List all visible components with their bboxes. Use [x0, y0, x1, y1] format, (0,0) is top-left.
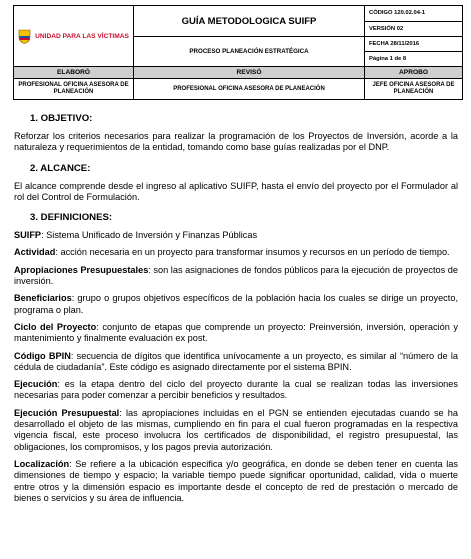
logo-text: UNIDAD PARA LAS VÍCTIMAS [35, 32, 129, 40]
definition-term: SUIFP [14, 230, 42, 241]
definition-text: : secuencia de dígitos que identifica unívocamente a un proyecto, es similar al “número de la cédula de ciudadanía”. Este código es asignado directamente por el sistema BPIN. [14, 350, 458, 372]
definition-item [14, 293, 458, 316]
organization-logo [14, 29, 133, 44]
definition-term: Ciclo del Proyecto [14, 321, 97, 332]
definition-term: Apropiaciones Presupuestales [14, 264, 149, 275]
definition-text: : grupo o grupos objetivos específicos de la población hacia los cuales se dirige un proyecto, programa o plan. [14, 293, 458, 315]
definition-text: : es la etapa dentro del ciclo del proyecto durante la cual se realizan todas las inversiones necesarias para poder comenzar a percibir beneficios y resultados. [14, 379, 458, 401]
section-heading-definiciones: 3. DEFINICIONES: [30, 212, 113, 224]
document-body [14, 113, 458, 504]
document-date: FECHA 28/11/2016 [365, 37, 463, 52]
process-name: PROCESO PLANEACIÓN ESTRATÉGICA [134, 37, 365, 67]
section-heading-alcance: 2. ALCANCE: [30, 162, 91, 174]
definition-term: Código BPIN [14, 350, 71, 361]
definition-term: Ejecución [14, 379, 58, 390]
definition-text: : acción necesaria en un proyecto para transformar insumos y recursos en un período de tiempo. [55, 247, 450, 258]
logo-cell [14, 6, 134, 67]
definition-item [14, 459, 458, 504]
definition-item [14, 322, 458, 345]
aprobo-label: APROBO [365, 67, 463, 79]
document-code: CÓDIGO 120.02.04-1 [365, 6, 463, 22]
document-title: GUÍA METODOLOGICA SUIFP [134, 6, 365, 37]
definition-term: Localización [14, 458, 70, 469]
definition-item [14, 351, 458, 374]
objetivo-text: Reforzar los criterios necesarios para realizar la programación de los Proyectos de Inversión, acorde a la naturaleza y requerimientos de la entidad, tomando como base guías realizadas por el DNP. [14, 131, 458, 153]
reviso-label: REVISÓ [134, 67, 365, 79]
coat-of-arms-icon [18, 29, 31, 44]
definition-item [14, 379, 458, 402]
section-heading-objetivo: 1. OBJETIVO: [30, 113, 93, 124]
reviso-value: PROFESIONAL OFICINA ASESORA DE PLANEACIÓN [134, 79, 365, 100]
definition-text: : las apropiaciones incluidas en el PGN se entienden ejecutadas cuando se ha desarrollado el objeto de las mismas, cumpliendo en fin para el cual fueron programadas en la respectiva vigencia fiscal, este proceso involucra los certificados de disponibilidad, el registro presupuestal, las obligaciones, los compromisos, y los pagos previa autorización. [14, 407, 459, 452]
definition-term: Beneficiarios [14, 293, 72, 304]
document-header-table [13, 5, 463, 100]
definition-item [14, 247, 458, 258]
definition-item [14, 230, 458, 241]
document-version: VERSIÓN 02 [365, 21, 463, 37]
aprobo-value: JEFE OFICINA ASESORA DE PLANEACIÓN [365, 79, 463, 100]
page-number: Página 1 de 8 [365, 52, 463, 67]
definition-text: : Sistema Unificado de Inversión y Finanzas Públicas [41, 230, 258, 241]
definition-item [14, 408, 458, 453]
elaboro-value: PROFESIONAL OFICINA ASESORA DE PLANEACIÓN [14, 79, 134, 100]
definition-term: Actividad [14, 247, 56, 258]
definition-text: : son las asignaciones de fondos públicos para la ejecución de proyectos de inversión. [14, 264, 458, 287]
elaboro-label: ELABORÓ [14, 67, 134, 79]
definition-item [14, 265, 458, 288]
definition-text: : Se refiere a la ubicación especifica y/o geográfica, en donde se deben tener en cuenta las dimensiones de tiempo y espacio; la variable tiempo puede significar oportunidad, calidad, vida o muerte entre otros y la dimensión espacio es importante desde el concepto de red de prestación o mercado de bienes o servicios y su área de influencia. [14, 458, 458, 503]
definition-text: : conjunto de etapas que comprende un proyecto: Preinversión, inversión, operación y mantenimiento y finalmente evaluación ex post. [14, 321, 458, 344]
alcance-text: El alcance comprende desde el ingreso al aplicativo SUIFP, hasta el envío del proyecto por el Formulador al rol del Control de Formulación. [14, 180, 458, 202]
definition-term: Ejecución Presupuestal [14, 407, 120, 418]
